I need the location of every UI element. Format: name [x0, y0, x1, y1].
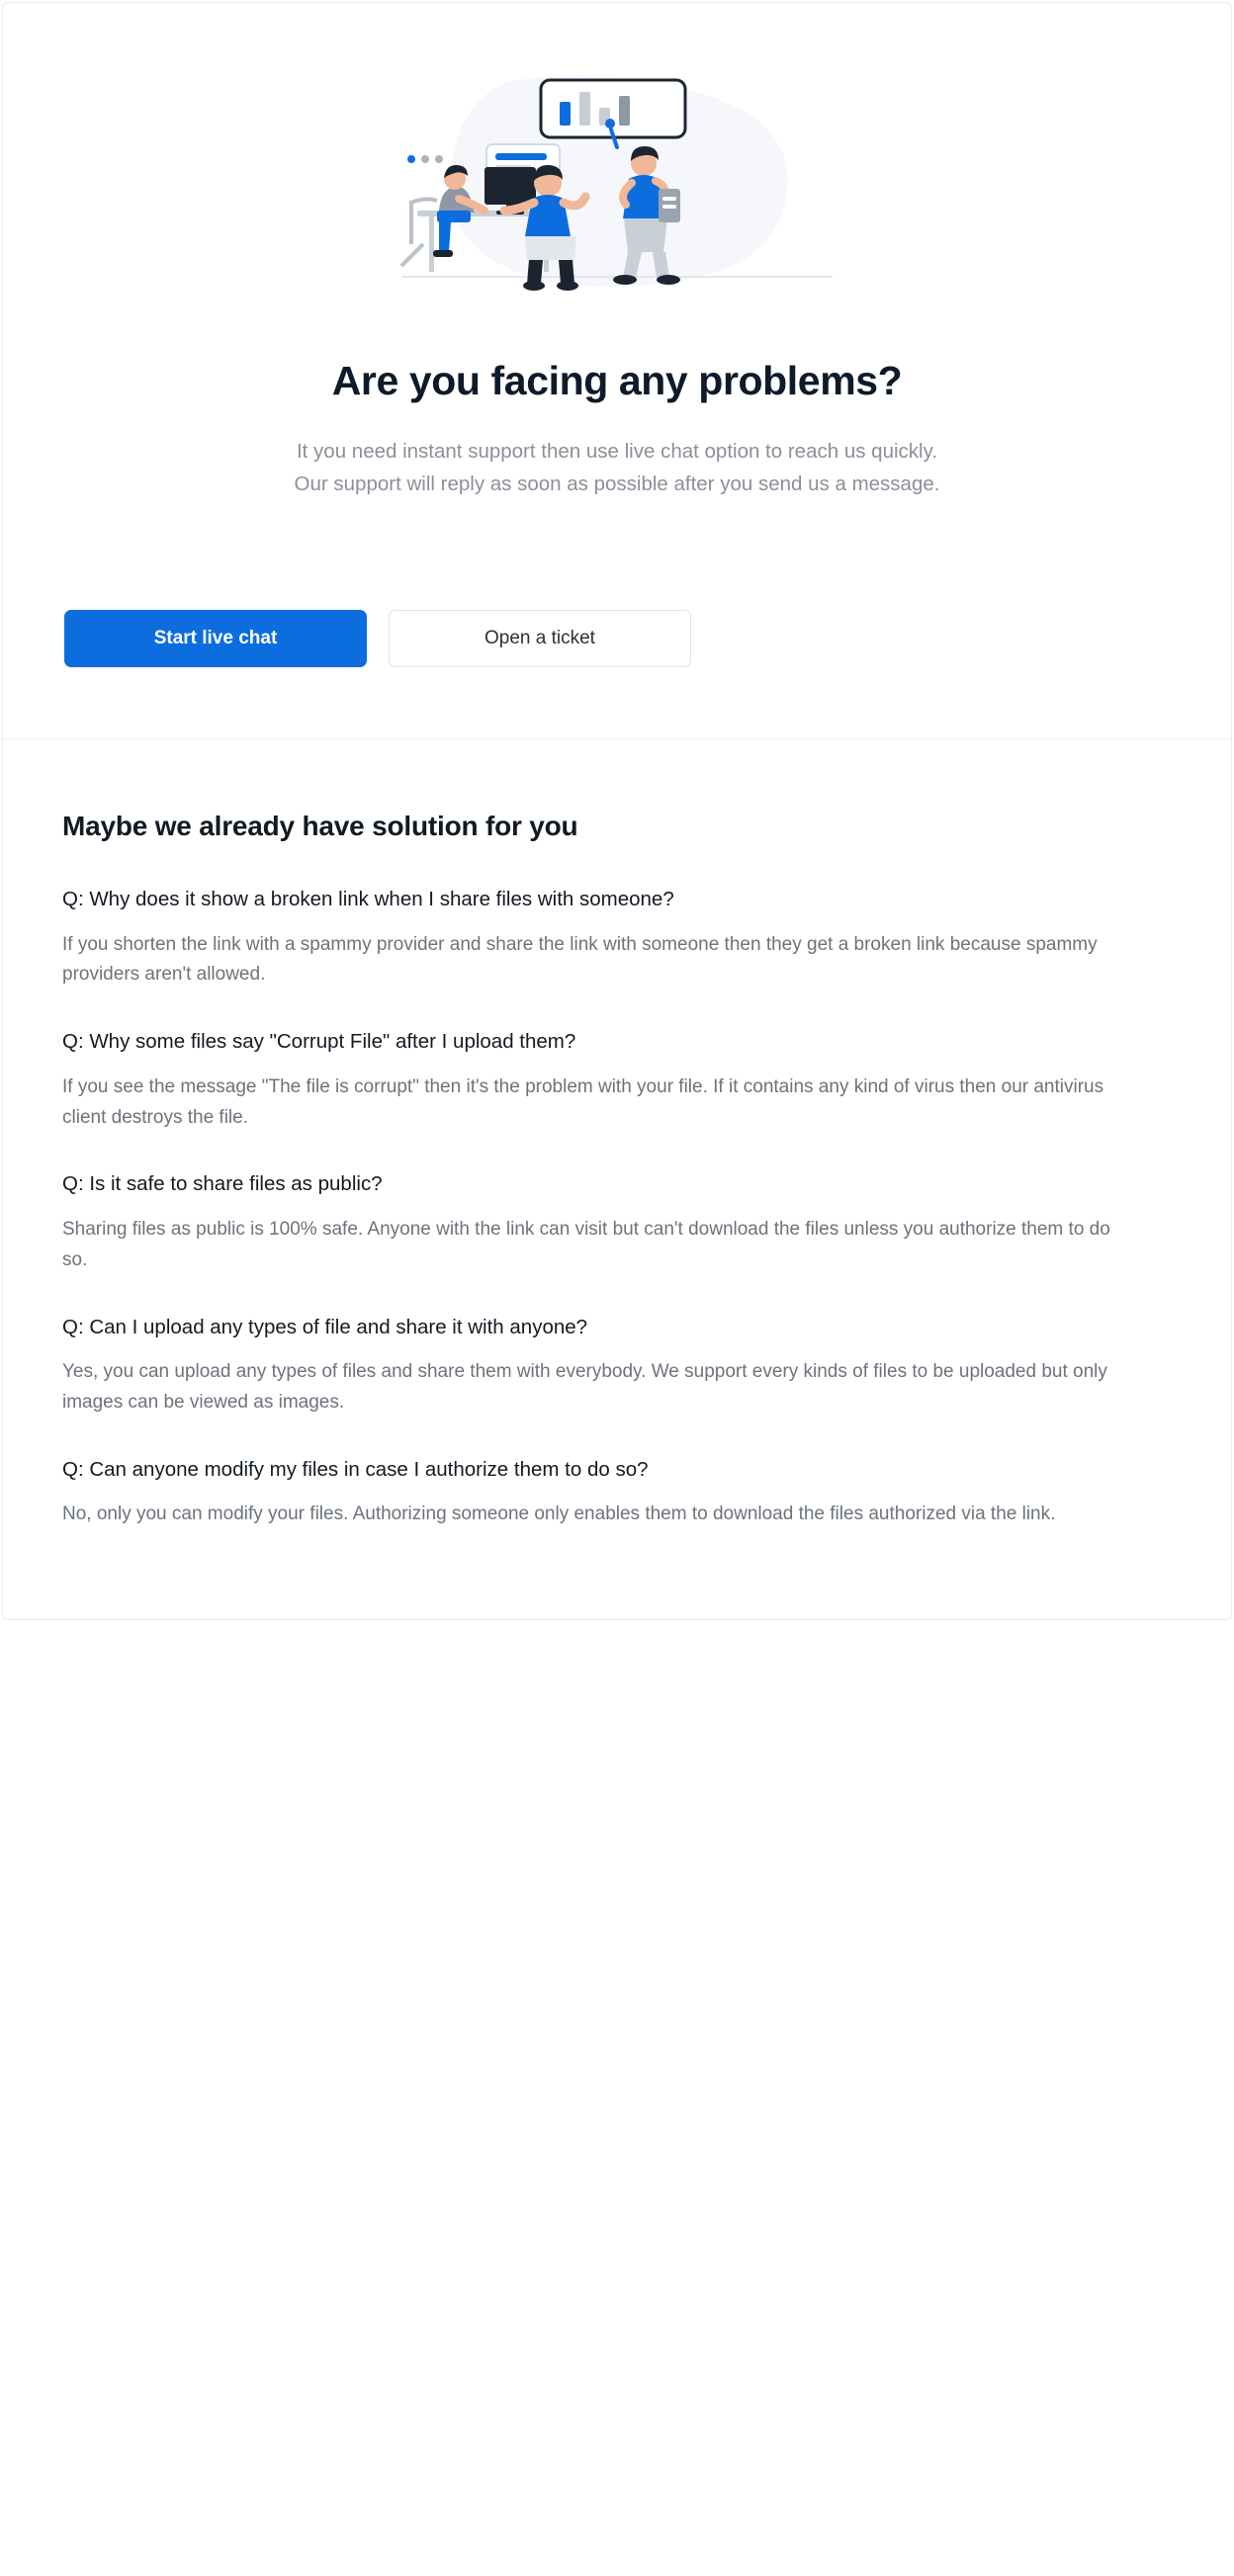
faq-question: Q: Can anyone modify my files in case I authorize them to do so?	[62, 1457, 649, 1481]
faq-question: Q: Why does it show a broken link when I share files with someone?	[62, 887, 674, 910]
faq-answer: Sharing files as public is 100% safe. Anyone with the link can visit but can't download the files unless you authorize them to do so.	[62, 1218, 1110, 1270]
faq-item	[62, 886, 1172, 990]
faq-section	[3, 739, 1231, 1619]
support-team-illustration	[62, 72, 1172, 304]
faq-question: Q: Why some files say "Corrupt File" after I upload them?	[62, 1030, 576, 1054]
hero-section	[3, 3, 1231, 739]
faq-answer: No, only you can modify your files. Authorizing someone only enables them to download the files authorized via the link.	[62, 1503, 1056, 1525]
faq-answer: If you shorten the link with a spammy provider and share the link with someone then they get a broken link because spammy providers aren't allowed.	[62, 933, 1098, 986]
hero-subtitle-line-2: Our support will reply as soon as possible after you send us a message.	[294, 472, 940, 496]
faq-question: Q: Can I upload any types of file and share it with anyone?	[62, 1315, 588, 1338]
start-live-chat-button[interactable]: Start live chat	[64, 610, 367, 667]
faq-answer: Yes, you can upload any types of files and share them with everybody. We support every kinds of files to be uploaded but only images can be viewed as images.	[62, 1361, 1107, 1413]
faq-title: Maybe we already have solution for you	[62, 810, 578, 841]
hero-subtitle	[93, 436, 1141, 501]
faq-item	[62, 1170, 1172, 1275]
hero-subtitle-line-1: It you need instant support then use live chat option to reach us quickly.	[296, 440, 938, 464]
support-card	[2, 2, 1232, 1620]
faq-answer: If you see the message "The file is corrupt" then it's the problem with your file. If it contains any kind of virus then our antivirus client destroys the file.	[62, 1075, 1104, 1128]
hero-action-row	[62, 610, 1172, 667]
faq-item	[62, 1314, 1172, 1418]
open-ticket-button[interactable]: Open a ticket	[389, 610, 691, 667]
illustration-svg	[399, 72, 835, 304]
faq-item	[62, 1028, 1172, 1133]
faq-question: Q: Is it safe to share files as public?	[62, 1172, 383, 1196]
faq-item	[62, 1456, 1172, 1530]
page-title: Are you facing any problems?	[331, 358, 903, 403]
